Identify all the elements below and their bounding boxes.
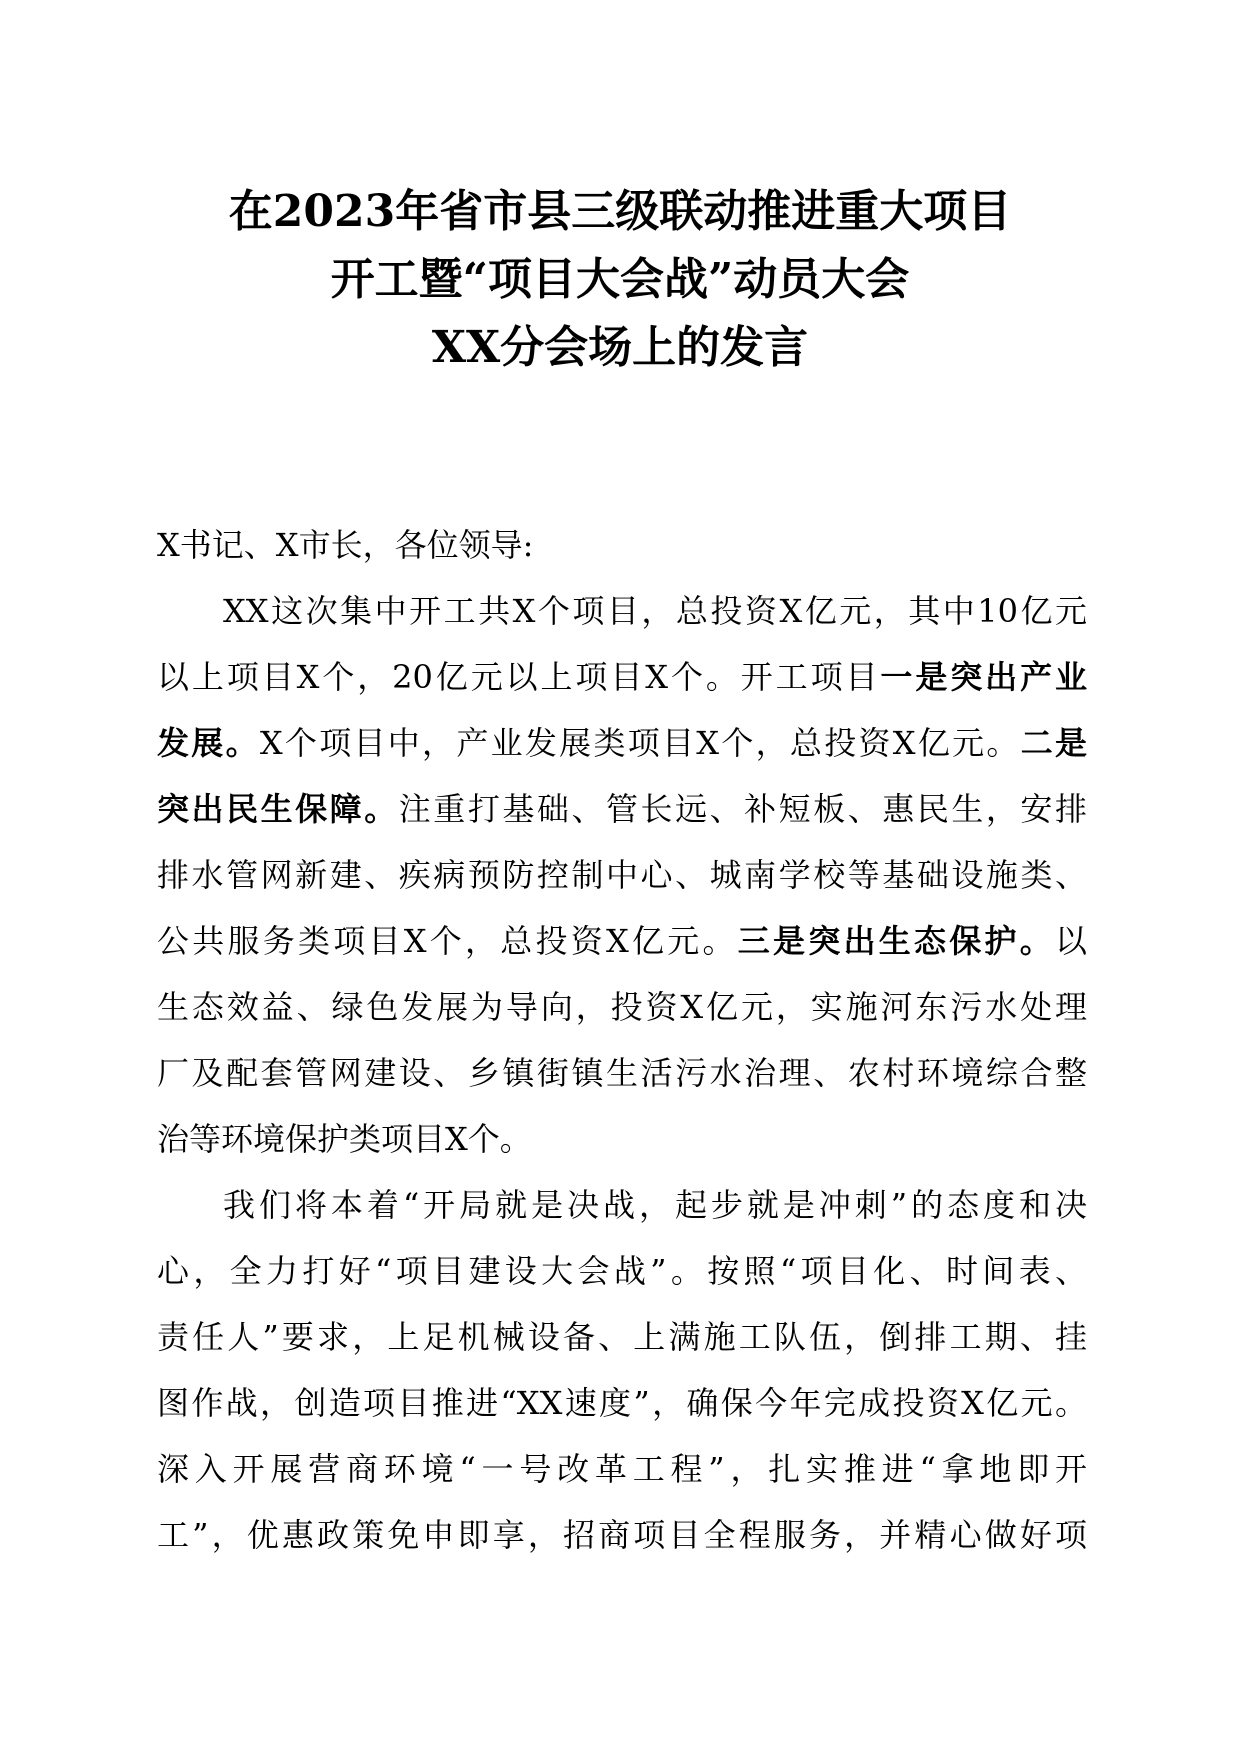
paragraph-line: 深入开展营商环境“一号改革工程”，扎实推进“拿地即开 xyxy=(157,1450,1087,1488)
paragraph-line: 工”，优惠政策免申即享，招商项目全程服务，并精心做好项 xyxy=(157,1516,1087,1554)
paragraph-line: 责任人”要求，上足机械设备、上满施工队伍，倒排工期、挂 xyxy=(157,1318,1087,1356)
bold-text: 发展。 xyxy=(157,724,260,762)
paragraph-line: 排水管网新建、疾病预防控制中心、城南学校等基础设施类、 xyxy=(157,856,1087,894)
text-span: 注重打基础、管长远、补短板、惠民生，安排 xyxy=(398,790,1087,828)
paragraph-line xyxy=(157,710,1087,776)
bold-text: 突出民生保障。 xyxy=(157,790,399,828)
document-body xyxy=(157,512,1087,1568)
bold-text: 一是突出产业 xyxy=(880,658,1087,696)
bold-text: 三是突出生态保护。 xyxy=(737,922,1055,960)
text-span: 以上项目X个，20亿元以上项目X个。开工项目 xyxy=(157,658,881,696)
bold-text: 二是 xyxy=(1020,724,1087,762)
paragraph-2 xyxy=(157,1172,1087,1568)
title-line-3: XX分会场上的发言 xyxy=(431,322,809,373)
text-span: 公共服务类项目X个，总投资X亿元。 xyxy=(157,922,738,960)
paragraph-line: 心，全力打好“项目建设大会战”。按照“项目化、时间表、 xyxy=(157,1252,1087,1290)
paragraph-line xyxy=(157,644,1087,710)
paragraph-1 xyxy=(157,578,1087,1172)
title-line-2: 开工暨“项目大会战”动员大会 xyxy=(330,254,910,305)
paragraph-line xyxy=(157,908,1087,974)
paragraph-line: 图作战，创造项目推进“XX速度”，确保今年完成投资X亿元。 xyxy=(157,1384,1087,1422)
document-title xyxy=(0,178,1240,382)
paragraph-line: 厂及配套管网建设、乡镇街镇生活污水治理、农村环境综合整 xyxy=(157,1054,1087,1092)
paragraph-line: XX这次集中开工共X个项目，总投资X亿元，其中10亿元 xyxy=(223,592,1087,630)
paragraph-line: 生态效益、绿色发展为导向，投资X亿元，实施河东污水处理 xyxy=(157,988,1087,1026)
paragraph-line xyxy=(157,776,1087,842)
paragraph-line: 治等环境保护类项目X个。 xyxy=(157,1120,532,1158)
text-span: X个项目中，产业发展类项目X个，总投资X亿元。 xyxy=(259,724,1021,762)
paragraph-line: 我们将本着“开局就是决战，起步就是冲刺”的态度和决 xyxy=(223,1186,1087,1224)
text-span: 以 xyxy=(1054,922,1087,960)
title-line-1: 在2023年省市县三级联动推进重大项目 xyxy=(228,186,1012,237)
salutation: X书记、X市长，各位领导: xyxy=(157,526,534,564)
